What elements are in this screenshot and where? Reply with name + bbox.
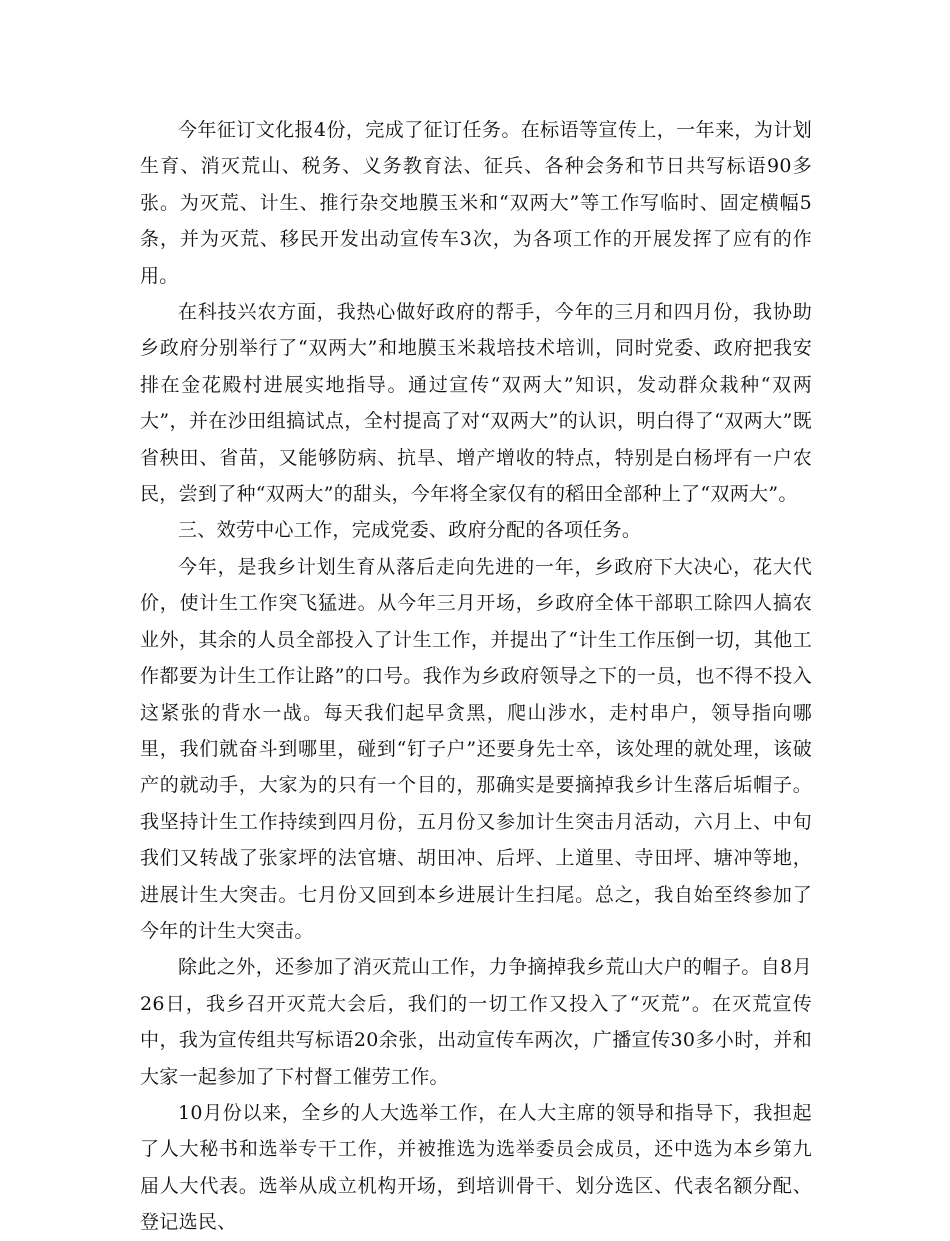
paragraph-tech-agriculture: 在科技兴农方面，我热心做好政府的帮手，今年的三月和四月份，我协助乡政府分别举行了“双两大”和地膜玉米栽培技术培训，同时党委、政府把我安排在金花殿村进展实地指导。通过宣传“双两大”知识，发动群众栽种“双两大”，并在沙田组搞试点，全村提高了对“双两大”的认识，明白得了“双两大”既省秧田、省苗，又能够防病、抗旱、增产增收的特点，特别是白杨坪有一户农民，尝到了种“双两大”的甜头，今年将全家仅有的稻田全部种上了“双两大”。	[140, 301, 812, 506]
paragraph-publicity: 今年征订文化报4份，完成了征订任务。在标语等宣传上，一年来，为计划生育、消灭荒山、税务、义务教育法、征兵、各种会务和节日共写标语90多张。为灭荒、计生、推行杂交地膜玉米和“双两大”等工作写临时、固定横幅5条，并为灭荒、移民开发出动宣传车3次，为各项工作的开展发挥了应有的作用。	[140, 119, 812, 287]
paragraph-election: 10月份以来，全乡的人大选举工作，在人大主席的领导和指导下，我担起了人大秘书和选举专干工作，并被推选为选举委员会成员，还中选为本乡第九届人大代表。选举从成立机构开场，到培训骨干、划分选区、代表名额分配、登记选民、	[140, 1101, 812, 1234]
paragraph-family-planning: 今年，是我乡计划生育从落后走向先进的一年，乡政府下大决心，花大代价，使计生工作突飞猛进。从今年三月开场，乡政府全体干部职工除四人搞农业外，其余的人员全部投入了计生工作，并提出了“计生工作压倒一切，其他工作都要为计生工作让路”的口号。我作为乡政府领导之下的一员，也不得不投入这紧张的背水一战。每天我们起早贪黑，爬山涉水，走村串户，领导指向哪里，我们就奋斗到哪里，碰到“钉子户”还要身先士卒，该处理的就处理，该破产的就动手，大家为的只有一个目的，那确实是要摘掉我乡计生落后垢帽子。我坚持计生工作持续到四月份，五月份又参加计生突击月活动，六月上、中旬我们又转战了张家坪的法官塘、胡田冲、后坪、上道里、寺田坪、塘冲等地，进展计生大突击。七月份又回到本乡进展计生扫尾。总之，我自始至终参加了今年的计生大突击。	[140, 555, 812, 942]
paragraph-afforestation: 除此之外，还参加了消灭荒山工作，力争摘掉我乡荒山大户的帽子。自8月26日，我乡召开灭荒大会后，我们的一切工作又投入了“灭荒”。在灭荒宣传中，我为宣传组共写标语20余张，出动宣传车两次，广播宣传30多小时，并和大家一起参加了下村督工催劳工作。	[140, 956, 812, 1088]
section-heading-central-work: 三、效劳中心工作，完成党委、政府分配的各项任务。	[178, 519, 642, 542]
document-body	[140, 112, 812, 1241]
